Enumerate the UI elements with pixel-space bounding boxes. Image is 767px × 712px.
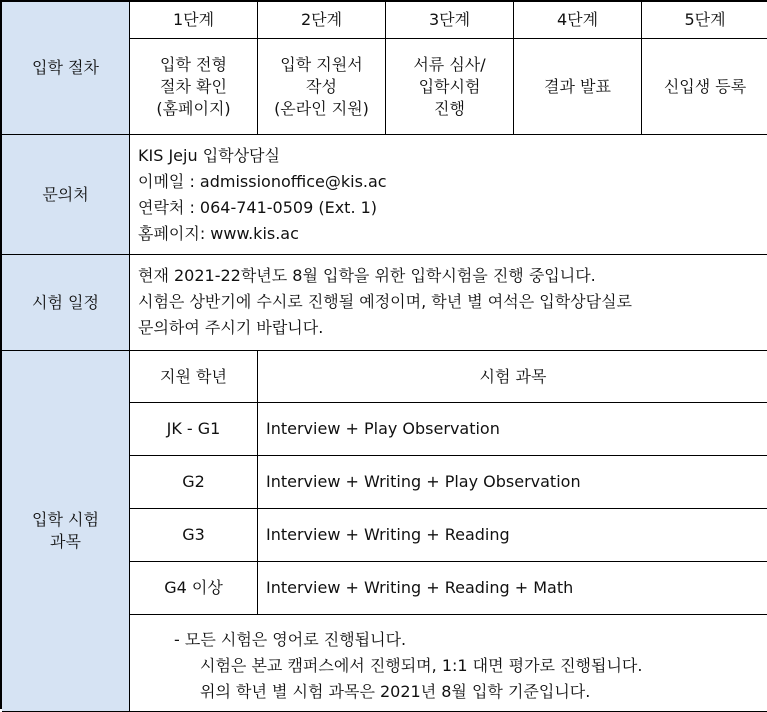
step-4-desc: 결과 발표 bbox=[514, 39, 642, 135]
contact-office: KIS Jeju 입학상담실 bbox=[138, 146, 280, 165]
exam-note: - 모든 시험은 영어로 진행됩니다. bbox=[174, 630, 407, 649]
step-1-label: 1단계 bbox=[130, 2, 258, 39]
exam-header-subjects: 시험 과목 bbox=[258, 351, 767, 403]
step-2-desc: 입학 지원서 작성 (온라인 지원) bbox=[258, 39, 386, 135]
step-5-label: 5단계 bbox=[642, 2, 767, 39]
step-5-desc: 신입생 등록 bbox=[642, 39, 767, 135]
exam-row-grade: G4 이상 bbox=[130, 562, 258, 615]
step-4-label: 4단계 bbox=[514, 2, 642, 39]
procedure-label: 입학 절차 bbox=[2, 2, 130, 135]
exam-note: 위의 학년 별 시험 과목은 2021년 8월 입학 기준입니다. bbox=[200, 682, 591, 701]
exam-header-grade: 지원 학년 bbox=[130, 351, 258, 403]
schedule-line: 시험은 상반기에 수시로 진행될 예정이며, 학년 별 여석은 입학상담실로 bbox=[138, 292, 632, 311]
exam-row-subjects: Interview + Writing + Reading + Math bbox=[258, 562, 767, 615]
exam-notes bbox=[130, 615, 767, 712]
exam-row-subjects: Interview + Play Observation bbox=[258, 403, 767, 456]
schedule-line: 현재 2021-22학년도 8월 입학을 위한 입학시험을 진행 중입니다. bbox=[138, 266, 596, 285]
schedule-info bbox=[130, 255, 767, 351]
exam-label: 입학 시험 과목 bbox=[2, 351, 130, 712]
exam-row-grade: JK - G1 bbox=[130, 403, 258, 456]
exam-row-subjects: Interview + Writing + Reading bbox=[258, 509, 767, 562]
schedule-label: 시험 일정 bbox=[2, 255, 130, 351]
exam-row-subjects: Interview + Writing + Play Observation bbox=[258, 456, 767, 509]
exam-row-grade: G3 bbox=[130, 509, 258, 562]
step-1-desc: 입학 전형 절차 확인 (홈페이지) bbox=[130, 39, 258, 135]
contact-email: 이메일 : admissionoffice@kis.ac bbox=[138, 172, 387, 191]
contact-label: 문의처 bbox=[2, 135, 130, 255]
step-2-label: 2단계 bbox=[258, 2, 386, 39]
contact-phone: 연락처 : 064-741-0509 (Ext. 1) bbox=[138, 198, 378, 217]
contact-info bbox=[130, 135, 767, 255]
schedule-line: 문의하여 주시기 바랍니다. bbox=[138, 318, 324, 337]
contact-homepage: 홈페이지: www.kis.ac bbox=[138, 224, 299, 243]
step-3-label: 3단계 bbox=[386, 2, 514, 39]
step-3-desc: 서류 심사/ 입학시험 진행 bbox=[386, 39, 514, 135]
exam-note: 시험은 본교 캠퍼스에서 진행되며, 1:1 대면 평가로 진행됩니다. bbox=[200, 656, 643, 675]
exam-row-grade: G2 bbox=[130, 456, 258, 509]
